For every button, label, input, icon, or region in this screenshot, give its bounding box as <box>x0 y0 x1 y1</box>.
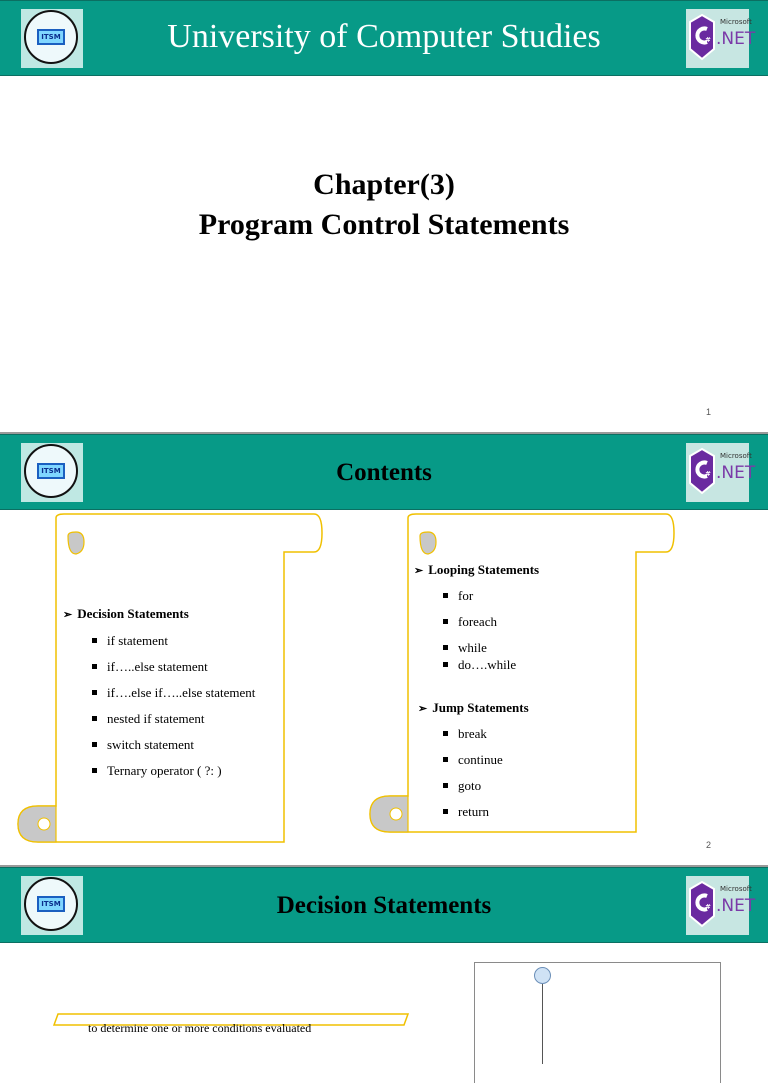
svg-text:#: # <box>705 36 711 44</box>
list-item: for <box>443 588 473 604</box>
itsm-logo <box>21 443 83 502</box>
list-item: foreach <box>443 614 497 630</box>
square-bullet-icon <box>92 664 97 669</box>
square-bullet-icon <box>92 768 97 773</box>
arrow-bullet-icon: ➢ <box>63 609 73 621</box>
partial-body-text: to determine one or more conditions evaluated <box>88 1021 312 1035</box>
list-item: if…..else statement <box>92 659 208 675</box>
dotnet-logo-small-text: Microsoft <box>720 18 752 26</box>
list-item: goto <box>443 778 481 794</box>
square-bullet-icon <box>443 757 448 762</box>
list-item: nested if statement <box>92 711 204 727</box>
dotnet-logo-label: .NET <box>716 896 756 916</box>
list-item: break <box>443 726 487 742</box>
list-heading: Looping Statements <box>428 562 540 577</box>
itsm-logo <box>21 9 83 68</box>
slide-title: University of Computer Studies <box>167 18 601 55</box>
square-bullet-icon <box>443 783 448 788</box>
slide-title: Decision Statements <box>276 892 492 919</box>
square-bullet-icon <box>92 742 97 747</box>
square-bullet-icon <box>443 731 448 736</box>
list-item: if statement <box>92 633 168 649</box>
list-item: do….while <box>443 657 516 673</box>
list-item: continue <box>443 752 503 768</box>
list-item: while <box>443 640 487 656</box>
slide-title: Contents <box>336 459 432 486</box>
dotnet-logo-label: .NET <box>716 29 756 49</box>
square-bullet-icon <box>443 645 448 650</box>
itsm-logo-text: ITSM <box>41 33 61 41</box>
chapter-title: Program Control Statements <box>198 208 570 241</box>
left-scroll-shape <box>14 514 334 854</box>
chapter-number: Chapter(3) <box>313 168 455 201</box>
square-bullet-icon <box>443 662 448 667</box>
slide-header-band <box>0 867 768 943</box>
itsm-logo-text: ITSM <box>41 900 61 908</box>
dotnet-logo <box>686 876 756 935</box>
list-heading: Decision Statements <box>77 606 189 621</box>
dotnet-logo-label: .NET <box>716 463 756 483</box>
square-bullet-icon <box>443 809 448 814</box>
itsm-logo <box>21 876 83 935</box>
svg-text:#: # <box>705 470 711 478</box>
square-bullet-icon <box>92 638 97 643</box>
itsm-logo-text: ITSM <box>41 467 61 475</box>
square-bullet-icon <box>92 690 97 695</box>
list-item: if….else if…..else statement <box>92 685 255 701</box>
arrow-bullet-icon: ➢ <box>418 703 428 715</box>
square-bullet-icon <box>443 593 448 598</box>
list-item: Ternary operator ( ?: ) <box>92 763 222 779</box>
flowchart-connector <box>542 984 543 1064</box>
slide-number: 1 <box>705 407 711 417</box>
slide-header-band <box>0 0 768 76</box>
flowchart-diagram <box>474 962 721 1083</box>
dotnet-logo-small-text: Microsoft <box>720 885 752 893</box>
slide-header-band <box>0 434 768 510</box>
slide-3 <box>0 867 768 1035</box>
slide-2 <box>0 434 768 865</box>
flowchart-start-node <box>534 967 551 984</box>
list-item: switch statement <box>92 737 194 753</box>
slide-number: 2 <box>705 840 711 850</box>
square-bullet-icon <box>443 619 448 624</box>
square-bullet-icon <box>92 716 97 721</box>
dotnet-logo <box>686 443 756 502</box>
list-heading: Jump Statements <box>432 700 529 715</box>
list-item: return <box>443 804 489 820</box>
dotnet-logo <box>686 9 756 68</box>
arrow-bullet-icon: ➢ <box>414 565 424 577</box>
svg-text:#: # <box>705 903 711 911</box>
slide-1 <box>0 0 768 432</box>
dotnet-logo-small-text: Microsoft <box>720 452 752 460</box>
